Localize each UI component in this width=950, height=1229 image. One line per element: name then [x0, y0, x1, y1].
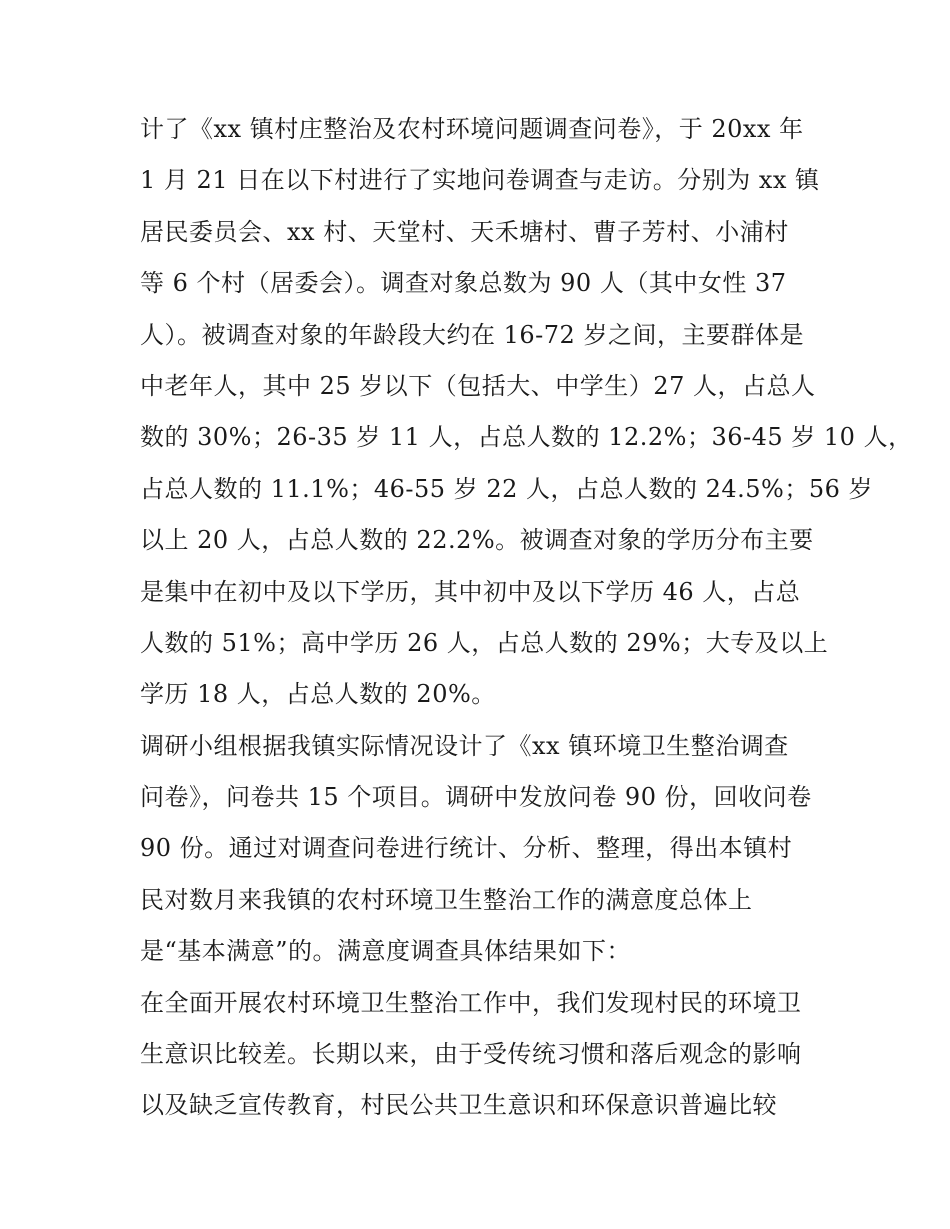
text-line: 等 6 个村（居委会）。调查对象总数为 90 人（其中女性 37	[140, 269, 787, 298]
text-line: 占总人数的 11.1%；46-55 岁 22 人，占总人数的 24.5%；56 岁	[140, 474, 874, 503]
document-body	[140, 104, 913, 1132]
text-line: 问卷》，问卷共 15 个项目。调研中发放问卷 90 份，回收问卷	[140, 783, 812, 812]
text-line: 是“基本满意”的。满意度调查具体结果如下：	[140, 937, 632, 966]
text-line: 生意识比较差。长期以来，由于受传统习惯和落后观念的影响	[140, 1040, 802, 1069]
text-line: 以及缺乏宣传教育，村民公共卫生意识和环保意识普遍比较	[140, 1091, 777, 1120]
text-line: 民对数月来我镇的农村环境卫生整治工作的满意度总体上	[140, 885, 753, 914]
text-line: 人数的 51%；高中学历 26 人，占总人数的 29%；大专及以上	[140, 628, 829, 657]
text-line: 以上 20 人，占总人数的 22.2%。被调查对象的学历分布主要	[140, 526, 814, 555]
text-line: 计了《xx 镇村庄整治及农村环境问题调查问卷》，于 20xx 年	[140, 115, 804, 143]
text-line: 调研小组根据我镇实际情况设计了《xx 镇环境卫生整治调查	[140, 731, 789, 760]
text-line: 数的 30%；26-35 岁 11 人，占总人数的 12.2%；36-45 岁 10 人，	[140, 423, 913, 452]
text-line: 中老年人，其中 25 岁以下（包括大、中学生）27 人，占总人	[140, 371, 816, 400]
text-line: 90 份。通过对调查问卷进行统计、分析、整理，得出本镇村	[140, 834, 793, 863]
text-line: 是集中在初中及以下学历，其中初中及以下学历 46 人，占总	[140, 577, 801, 606]
text-line: 居民委员会、xx 村、天堂村、天禾塘村、曹子芳村、小浦村	[140, 217, 789, 246]
text-line: 1 月 21 日在以下村进行了实地问卷调查与走访。分别为 xx 镇	[140, 166, 820, 195]
text-line: 在全面开展农村环境卫生整治工作中，我们发现村民的环境卫	[140, 988, 802, 1017]
text-line: 人）。被调查对象的年龄段大约在 16-72 岁之间，主要群体是	[140, 320, 804, 349]
text-line: 学历 18 人，占总人数的 20%。	[140, 680, 496, 709]
